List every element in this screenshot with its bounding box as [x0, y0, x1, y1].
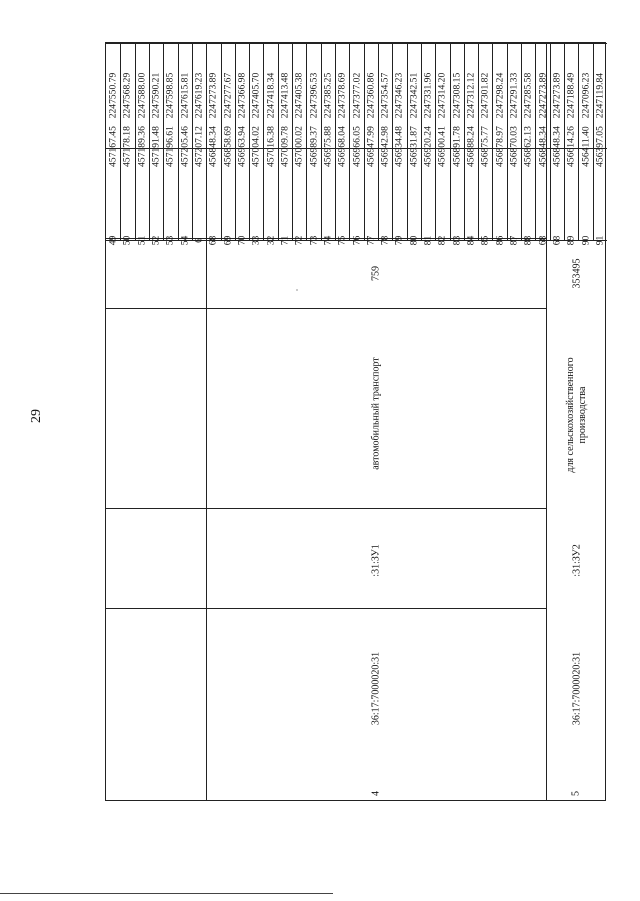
coordinate-y: 2247277.67 — [222, 72, 234, 118]
coordinate-row-divider — [578, 43, 579, 240]
coordinate-y: 2247598.85 — [164, 72, 176, 118]
coordinate-y: 2247308.15 — [451, 72, 463, 118]
point-number: 90 — [580, 235, 592, 246]
coordinate-y: 2247285.58 — [522, 72, 534, 118]
point-number: 69 — [222, 235, 234, 246]
coordinate-x: 456858.69 — [222, 125, 234, 167]
coordinate-y: 2247346.23 — [393, 72, 405, 118]
coordinate-y: 2247590.21 — [150, 72, 162, 118]
plot-purpose-line: производства — [577, 386, 588, 444]
coordinate-row-divider — [135, 43, 136, 240]
coordinate-y: 2247378.69 — [336, 72, 348, 118]
coordinate-x: 457189.36 — [136, 125, 148, 167]
coordinate-x: 456848.34 — [537, 125, 549, 167]
coordinate-y: 2247396.53 — [308, 72, 320, 118]
point-number: 68 — [537, 235, 549, 246]
divider — [106, 308, 546, 309]
point-number: 70 — [236, 235, 248, 246]
plot-purpose-line: для сельскохозяйственного — [565, 357, 576, 473]
coordinate-x: 456963.94 — [236, 125, 248, 167]
bottom-rule — [0, 893, 333, 894]
point-number: 6 — [193, 238, 205, 243]
coordinate-row-divider — [535, 43, 536, 240]
plot-purpose: автомобильный транспорт — [370, 357, 382, 470]
coordinate-y: 2247418.34 — [265, 72, 277, 118]
point-number: 76 — [351, 235, 362, 246]
coordinate-x: 456878.97 — [494, 125, 506, 167]
coordinate-y: 2247119.84 — [594, 72, 606, 118]
coordinate-row-divider — [221, 43, 222, 240]
coordinate-row-divider — [492, 43, 493, 240]
coordinate-y: 2247331.96 — [422, 72, 434, 118]
coordinates-table — [105, 42, 606, 801]
coordinate-y: 2247405.38 — [293, 72, 305, 118]
coordinate-x: 456966.05 — [351, 125, 362, 167]
coordinate-x: 456968.04 — [336, 125, 348, 167]
point-number: 73 — [308, 235, 320, 246]
coordinate-y: 2247291.33 — [508, 72, 520, 118]
point-number: 80 — [408, 235, 420, 246]
coordinate-y: 2247413.48 — [279, 72, 291, 118]
coordinate-x: 456975.88 — [322, 125, 334, 167]
point-number: 85 — [479, 235, 491, 246]
coordinate-x: 456891.78 — [451, 125, 463, 167]
point-number: 50 — [121, 235, 133, 246]
point-number: 82 — [436, 235, 448, 246]
coordinate-row-divider — [364, 43, 365, 240]
coordinate-row-divider — [407, 43, 408, 240]
cadastral-block: 36:17:7000020:31 — [370, 651, 382, 726]
row-index: 5 — [570, 791, 582, 796]
coordinate-row-divider — [349, 43, 350, 240]
coordinate-y: 2247342.51 — [408, 72, 420, 118]
coordinate-row-divider — [178, 43, 179, 240]
coordinate-y: 2247354.57 — [379, 72, 391, 118]
point-number: 32 — [265, 235, 277, 246]
point-number: 77 — [365, 235, 377, 246]
coordinate-x: 457016.38 — [265, 125, 277, 167]
coordinate-y: 2247360.86 — [365, 72, 377, 118]
coordinate-x: 457196.61 — [164, 125, 176, 167]
point-number: 79 — [393, 235, 405, 246]
coordinate-y: 2247273.89 — [551, 72, 563, 118]
coordinate-x: 456848.34 — [207, 125, 219, 167]
coordinate-x: 456848.34 — [551, 125, 563, 167]
coordinate-y: 2247385.25 — [322, 72, 334, 118]
row-index: 4 — [370, 791, 382, 796]
point-number: 54 — [179, 235, 191, 246]
coordinate-x: 456888.24 — [465, 125, 477, 167]
coordinate-y: 2247096.23 — [580, 72, 592, 118]
coordinate-x: 457205.46 — [179, 125, 191, 167]
coordinate-x: 456870.03 — [508, 125, 520, 167]
coordinate-y: 2247298.24 — [494, 72, 506, 118]
coordinate-row-divider — [450, 43, 451, 240]
coordinate-y: 2247366.98 — [236, 72, 248, 118]
coordinate-y: 2247301.82 — [479, 72, 491, 118]
coordinate-block — [106, 43, 607, 246]
coordinate-y: 2247568.29 — [121, 72, 133, 118]
point-number: 68 — [551, 235, 563, 246]
point-number: 71 — [279, 235, 291, 246]
point-number: 75 — [336, 235, 348, 246]
point-number: 51 — [136, 235, 148, 246]
coordinate-row-divider — [263, 43, 264, 240]
coordinate-x: 456397.05 — [594, 125, 606, 167]
coordinate-x: 456942.98 — [379, 125, 391, 167]
point-number: 68 — [207, 235, 219, 246]
coordinate-x: 456920.24 — [422, 125, 434, 167]
point-number: 86 — [494, 235, 506, 246]
point-number: 33 — [250, 235, 262, 246]
plot-number: :31:ЗУ2 — [571, 544, 583, 577]
point-number: 83 — [451, 235, 463, 246]
coordinate-x: 457178.18 — [121, 125, 133, 167]
point-number: 53 — [164, 235, 176, 246]
divider — [106, 508, 546, 509]
coordinate-y: 2247405.70 — [250, 72, 262, 118]
coordinate-x: 457009.78 — [279, 125, 291, 167]
plot-area: 759 — [370, 266, 382, 281]
coordinate-x: 456934.48 — [393, 125, 405, 167]
point-number: 52 — [150, 235, 162, 246]
coordinate-x: 456862.13 — [522, 125, 534, 167]
point-number: 87 — [508, 235, 520, 246]
coordinate-y: 2247312.12 — [465, 72, 477, 118]
coordinate-x: 456989.37 — [308, 125, 320, 167]
coordinate-y: 2247588.00 — [136, 72, 148, 118]
coordinate-y: 2247619.23 — [193, 72, 205, 118]
plot-purpose — [565, 320, 589, 510]
coordinate-y: 2247377.02 — [351, 72, 362, 118]
coordinate-y: 2247273.89 — [537, 72, 549, 118]
point-number: 72 — [293, 235, 305, 246]
coordinate-x: 456411.40 — [580, 125, 592, 167]
cadastral-block: 36:17:7000020:31 — [571, 651, 583, 726]
coordinate-x: 457207.12 — [193, 125, 205, 167]
coordinate-y: 2247188.49 — [565, 72, 577, 118]
plot-area: 353495 — [571, 258, 583, 289]
page-number: 29 — [29, 409, 44, 423]
point-number: 88 — [522, 235, 534, 246]
coordinate-x: 456900.41 — [436, 125, 448, 167]
point-number: 49 — [107, 235, 119, 246]
point-number: 78 — [379, 235, 391, 246]
point-number: 74 — [322, 235, 334, 246]
coordinate-y: 2247615.81 — [179, 72, 191, 118]
coordinate-y: 2247273.89 — [207, 72, 219, 118]
coordinate-x: 457000.02 — [293, 125, 305, 167]
coordinate-y: 2247550.79 — [107, 72, 119, 118]
coordinate-x: 456614.26 — [565, 125, 577, 167]
coordinate-x: 457167.45 — [107, 125, 119, 167]
point-number: 91 — [594, 235, 606, 246]
point-number: 84 — [465, 235, 477, 246]
coordinate-x: 457004.02 — [250, 125, 262, 167]
coordinate-row-divider — [306, 43, 307, 240]
coordinate-x: 456875.77 — [479, 125, 491, 167]
coordinate-x: 456931.87 — [408, 125, 420, 167]
point-number: 81 — [422, 235, 434, 246]
point-number: 89 — [565, 235, 577, 246]
divider — [106, 608, 546, 609]
plot-number: :31:ЗУ1 — [370, 544, 382, 577]
coordinate-x: 456947.99 — [365, 125, 377, 167]
coordinate-x: 457191.48 — [150, 125, 162, 167]
coordinate-y: 2247314.20 — [436, 72, 448, 118]
